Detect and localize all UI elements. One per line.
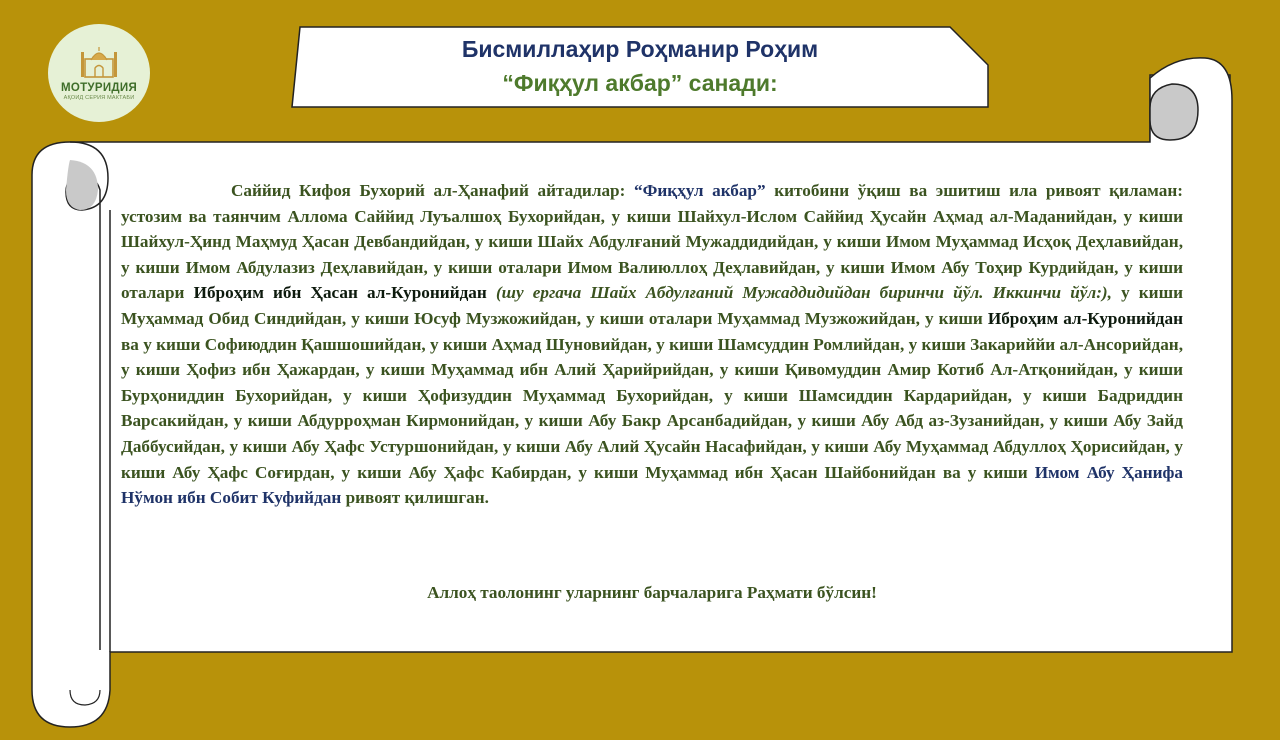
highlight-name: Иброҳим ибн Ҳасан ал-Куронийдан bbox=[193, 283, 487, 303]
italic-note: (шу ергача Шайх Абдулғаний Мужаддидийдан биринчи йўл. Иккинчи йўл:), bbox=[495, 283, 1112, 303]
title-banner-text bbox=[292, 32, 988, 100]
text-segment: у киши Муҳаммад Обид Синдийдан, у киши Юсуф Музжожийдан, у киши оталари Муҳаммад Музжожийдан, у киши bbox=[121, 283, 1184, 328]
book-title: “Фиқҳул акбар” bbox=[633, 181, 766, 200]
logo-name: МОТУРИДИЯ bbox=[60, 81, 138, 94]
text-segment: китобини ўқиш ва эшитиш ила ривоят қиламан: устозим ва таянчим Аллома Саййид Луъалшоҳ Бухорийдан, у киши Шайхул-Ислом Саййид Ҳусайн Аҳмад ал-Маданийдан, у киши Шайхул-Ҳинд Маҳмуд Ҳасан Девбандийдан, у киши Шайх Абдулғаний Мужаддидийдан, у киши Имом Муҳаммад Исҳоқ Деҳлавийдан, у киши Имом Абдулазиз Деҳлавийдан, у киши оталари Имом Валиюллоҳ Деҳлавийдан, у киши Имом Абу Тоҳир Курдийдан, у киши оталари bbox=[121, 181, 1183, 303]
closing-line: Аллоҳ таолонинг уларнинг барчаларига Раҳмати бўлсин! bbox=[427, 583, 877, 602]
text-segment: ривоят қилишган. bbox=[341, 488, 489, 508]
sanad-text bbox=[121, 178, 1183, 511]
scroll-curl-right bbox=[1150, 84, 1198, 140]
imam-name: Имом Абу Ҳанифа Нўмон ибн Собит Куфийдан bbox=[121, 462, 1183, 508]
logo-subtitle: АҚОИД СЕРИЯ МАКТАБИ bbox=[63, 94, 135, 101]
highlight-name: Иброҳим ал-Куронийдан bbox=[987, 308, 1183, 328]
sanad-paragraph bbox=[121, 178, 1183, 511]
text-segment: ва у киши Софиюддин Қашшошийдан, у киши Аҳмад Шуновийдан, у киши Шамсуддин Ромлийдан, у киши Закариййи ал-Ансорийдан, у киши Ҳофиз ибн Ҳажардан, у киши Муҳаммад ибн Алий Ҳарийрийдан, у киши Қивомуддин Амир Котиб Ал-Атқонийдан, у киши Бурҳониддин Бухорийдан, у киши Ҳофизуддин Муҳаммад Бухорийдан, у киши Шамсиддин Кардарийдан, у киши Бадриддин Варсакийдан, у киши Абдурроҳман Кирмонийдан, у киши Абу Бакр Арсанбадийдан, у киши Абу Абд аз-Зузанийдан, у киши Абу Зайд Даббусийдан, у киши Абу Ҳафс Устуршонийдан, у киши Абу Алий Ҳусайн Насафийдан, у киши Абу Муҳаммад Абдуллоҳ Ҳорисийдан, у киши Абу Ҳафс Соғирдан, у киши Абу Ҳафс Кабирдан, у киши Муҳаммад ибн Ҳасан Шайбонийдан ва у киши bbox=[121, 334, 1183, 482]
text-space bbox=[487, 283, 496, 302]
text-segment: Саййид Кифоя Бухорий ал-Ҳанафий айтадилар: bbox=[231, 181, 634, 200]
title-sanad: “Фиқҳул акбар” санади: bbox=[502, 70, 778, 96]
title-bismillah: Бисмиллаҳир Роҳманир Роҳим bbox=[461, 36, 819, 62]
